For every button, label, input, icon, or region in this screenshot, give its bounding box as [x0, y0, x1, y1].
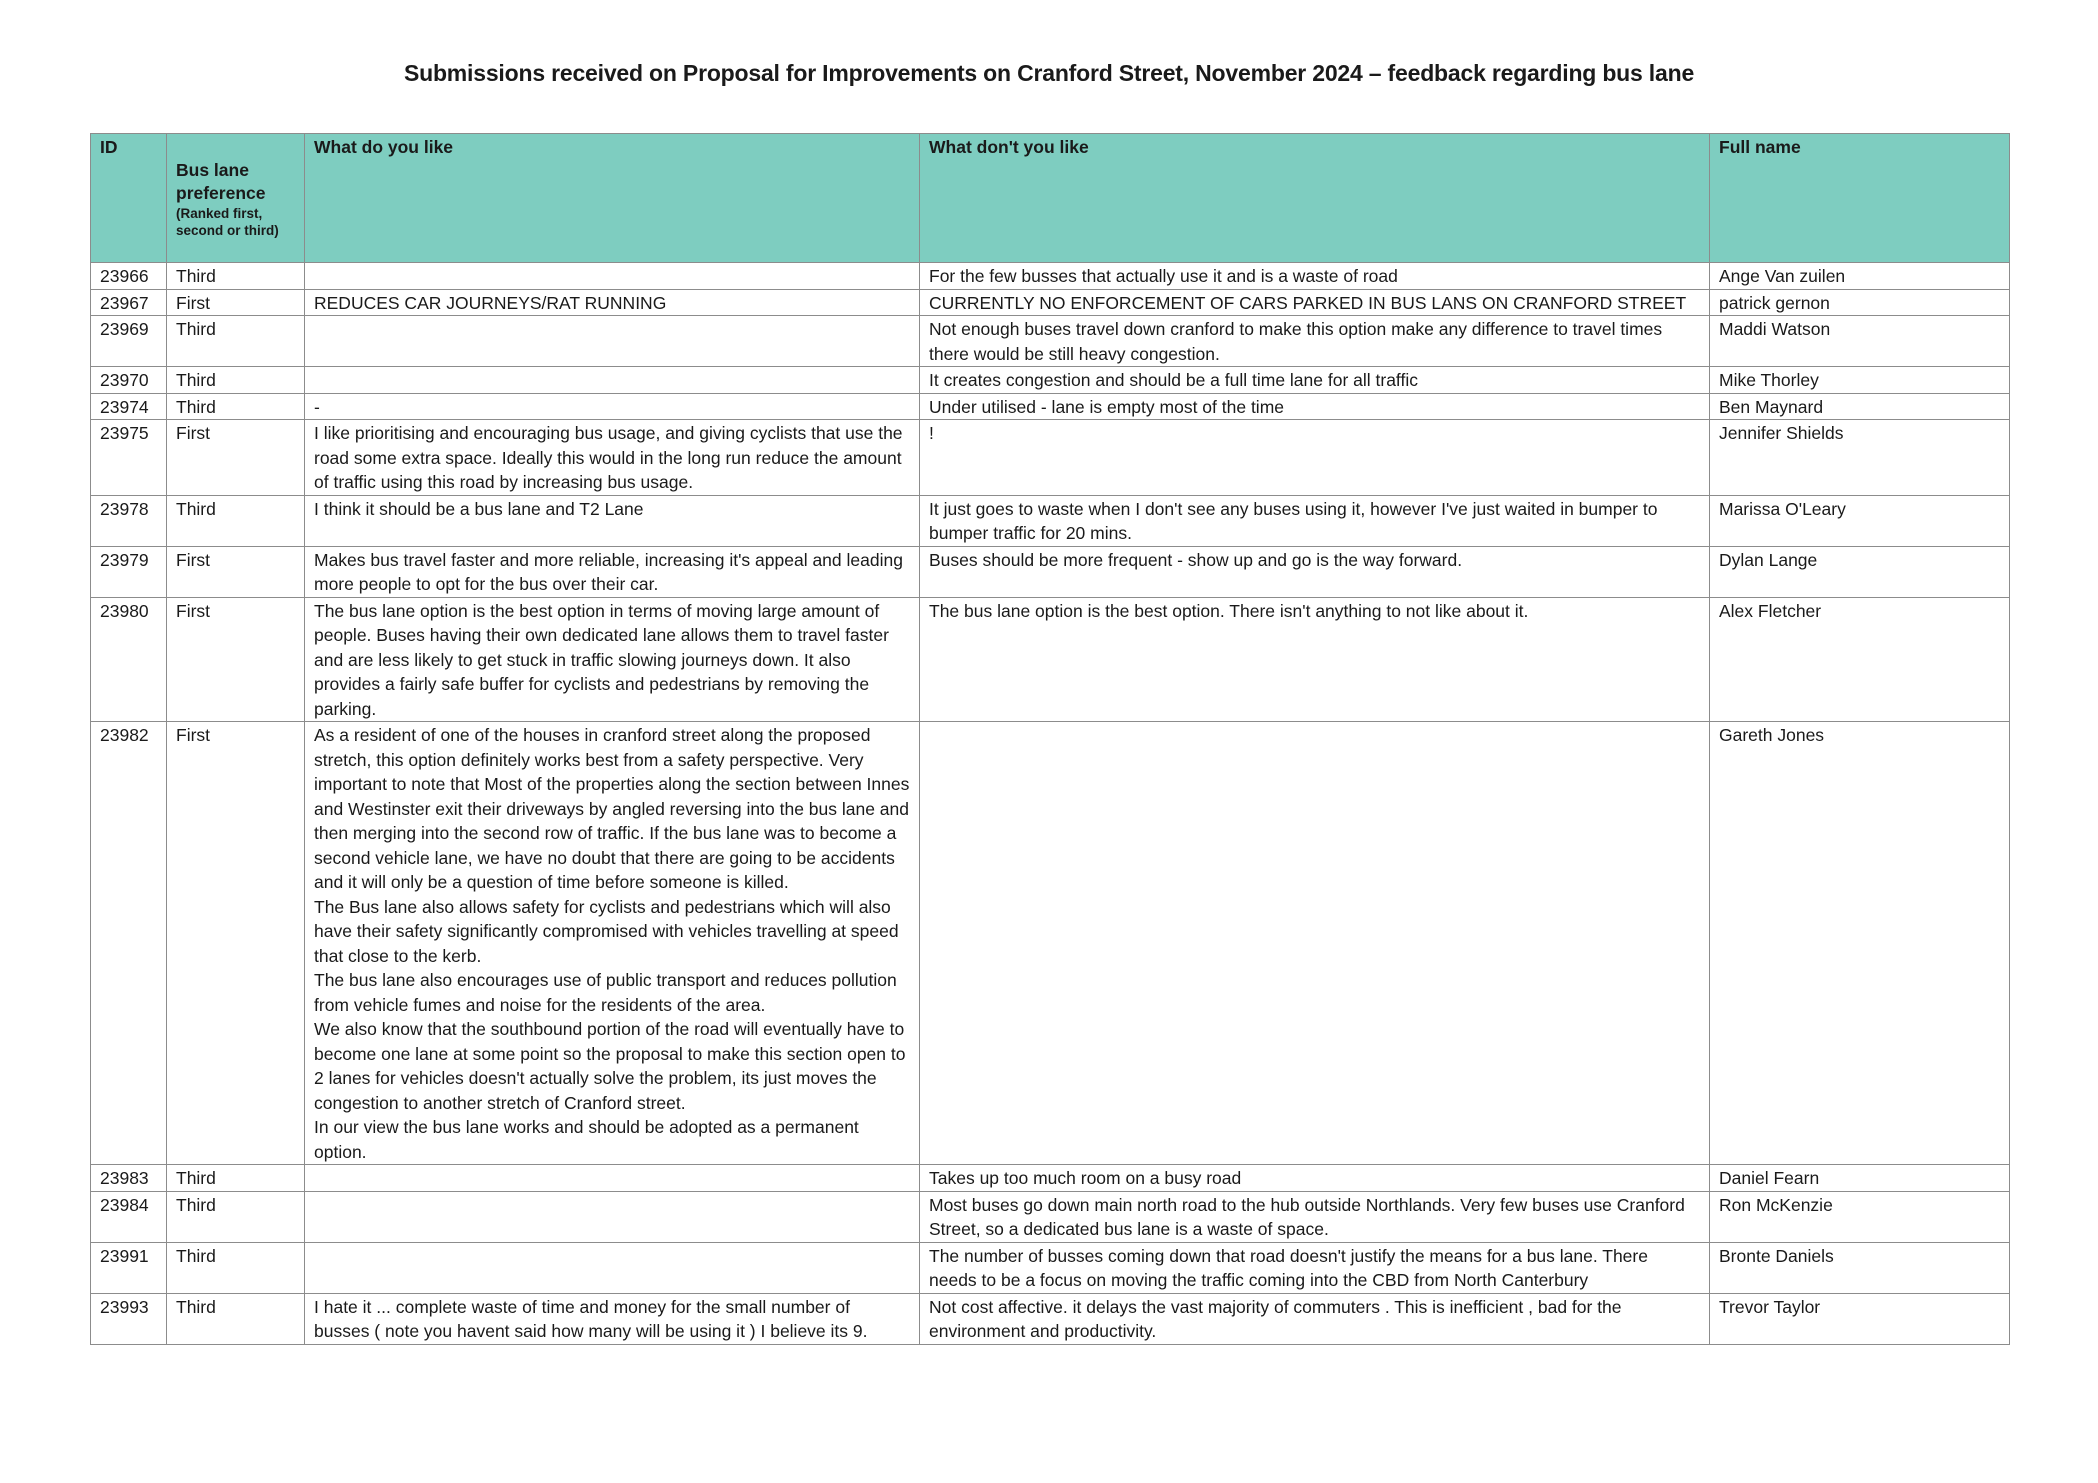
cell-id: 23974	[91, 393, 167, 420]
cell-name: Ben Maynard	[1710, 393, 2010, 420]
cell-preference: First	[167, 289, 305, 316]
table-row	[91, 546, 2010, 597]
table-row	[91, 1242, 2010, 1293]
cell-preference: Third	[167, 393, 305, 420]
table-row	[91, 420, 2010, 496]
cell-like: I like prioritising and encouraging bus usage, and giving cyclists that use the road some extra space. Ideally this would in the long run reduce the amount of traffic using this road by increasing bus usage.	[305, 420, 920, 496]
cell-dislike: Under utilised - lane is empty most of the time	[920, 393, 1710, 420]
cell-id: 23967	[91, 289, 167, 316]
cell-dislike: Not enough buses travel down cranford to make this option make any difference to travel times there would be still heavy congestion.	[920, 316, 1710, 367]
cell-name: Marissa O'Leary	[1710, 495, 2010, 546]
cell-like	[305, 263, 920, 290]
cell-dislike: The bus lane option is the best option. There isn't anything to not like about it.	[920, 597, 1710, 722]
cell-like: As a resident of one of the houses in cranford street along the proposed stretch, this option definitely works best from a safety perspective. Very important to note that Most of the properties along the section between Innes and Westinster exit their driveways by angled reversing into the bus lane and then merging into the second row of traffic. If the bus lane was to become a second vehicle lane, we have no doubt that there are going to be accidents and it will only be a question of time before someone is killed. The Bus lane also allows safety for cyclists and pedestrians which will also have their safety significantly compromised with vehicles travelling at speed that close to the kerb. The bus lane also encourages use of public transport and reduces pollution from vehicle fumes and noise for the residents of the area. We also know that the southbound portion of the road will eventually have to become one lane at some point so the proposal to make this section open to 2 lanes for vehicles doesn't actually solve the problem, its just moves the congestion to another stretch of Cranford street. In our view the bus lane works and should be adopted as a permanent option.	[305, 722, 920, 1165]
cell-id: 23991	[91, 1242, 167, 1293]
table-row	[91, 367, 2010, 394]
cell-like: I think it should be a bus lane and T2 Lane	[305, 495, 920, 546]
cell-id: 23982	[91, 722, 167, 1165]
header-dislike: What don't you like	[920, 134, 1710, 263]
cell-dislike: Takes up too much room on a busy road	[920, 1165, 1710, 1192]
cell-preference: Third	[167, 1242, 305, 1293]
cell-like	[305, 1242, 920, 1293]
cell-name: Daniel Fearn	[1710, 1165, 2010, 1192]
cell-id: 23983	[91, 1165, 167, 1192]
cell-name: Gareth Jones	[1710, 722, 2010, 1165]
table-row	[91, 393, 2010, 420]
cell-dislike: Not cost affective. it delays the vast majority of commuters . This is inefficient , bad for the environment and productivity.	[920, 1293, 1710, 1344]
cell-preference: Third	[167, 495, 305, 546]
cell-name: Alex Fletcher	[1710, 597, 2010, 722]
table-row	[91, 1293, 2010, 1344]
table-row	[91, 316, 2010, 367]
cell-like: -	[305, 393, 920, 420]
table-row	[91, 1191, 2010, 1242]
cell-name: patrick gernon	[1710, 289, 2010, 316]
header-preference-label: Bus lane preference	[176, 160, 266, 203]
cell-dislike: It creates congestion and should be a full time lane for all traffic	[920, 367, 1710, 394]
cell-like: The bus lane option is the best option in terms of moving large amount of people. Buses having their own dedicated lane allows them to travel faster and are less likely to get stuck in traffic slowing journeys down. It also provides a fairly safe buffer for cyclists and pedestrians by removing the parking.	[305, 597, 920, 722]
cell-like: REDUCES CAR JOURNEYS/RAT RUNNING	[305, 289, 920, 316]
cell-like: Makes bus travel faster and more reliable, increasing it's appeal and leading more people to opt for the bus over their car.	[305, 546, 920, 597]
cell-preference: Third	[167, 263, 305, 290]
cell-dislike: Buses should be more frequent - show up and go is the way forward.	[920, 546, 1710, 597]
header-like: What do you like	[305, 134, 920, 263]
cell-id: 23979	[91, 546, 167, 597]
header-id: ID	[91, 134, 167, 263]
cell-preference: Third	[167, 316, 305, 367]
cell-like	[305, 1165, 920, 1192]
table-header-row	[91, 134, 2010, 263]
cell-name: Mike Thorley	[1710, 367, 2010, 394]
cell-dislike: CURRENTLY NO ENFORCEMENT OF CARS PARKED IN BUS LANS ON CRANFORD STREET	[920, 289, 1710, 316]
cell-preference: Third	[167, 367, 305, 394]
header-preference-note: (Ranked first, second or third)	[176, 206, 279, 238]
cell-id: 23980	[91, 597, 167, 722]
cell-name: Ange Van zuilen	[1710, 263, 2010, 290]
cell-id: 23993	[91, 1293, 167, 1344]
cell-name: Jennifer Shields	[1710, 420, 2010, 496]
cell-name: Trevor Taylor	[1710, 1293, 2010, 1344]
cell-preference: Third	[167, 1191, 305, 1242]
page-title: Submissions received on Proposal for Improvements on Cranford Street, November 2024 – feedback regarding bus lane	[403, 60, 1695, 86]
cell-like	[305, 1191, 920, 1242]
cell-id: 23984	[91, 1191, 167, 1242]
cell-dislike: The number of busses coming down that road doesn't justify the means for a bus lane. There needs to be a focus on moving the traffic coming into the CBD from North Canterbury	[920, 1242, 1710, 1293]
cell-preference: First	[167, 420, 305, 496]
cell-id: 23978	[91, 495, 167, 546]
cell-id: 23970	[91, 367, 167, 394]
cell-dislike: It just goes to waste when I don't see any buses using it, however I've just waited in bumper to bumper traffic for 20 mins.	[920, 495, 1710, 546]
table-row	[91, 597, 2010, 722]
cell-name: Dylan Lange	[1710, 546, 2010, 597]
cell-dislike: !	[920, 420, 1710, 496]
cell-id: 23969	[91, 316, 167, 367]
cell-name: Ron McKenzie	[1710, 1191, 2010, 1242]
cell-preference: First	[167, 546, 305, 597]
cell-name: Maddi Watson	[1710, 316, 2010, 367]
table-row	[91, 722, 2010, 1165]
cell-preference: First	[167, 722, 305, 1165]
cell-dislike: Most buses go down main north road to the hub outside Northlands. Very few buses use Cranford Street, so a dedicated bus lane is a waste of space.	[920, 1191, 1710, 1242]
cell-id: 23966	[91, 263, 167, 290]
cell-dislike	[920, 722, 1710, 1165]
header-name: Full name	[1710, 134, 2010, 263]
table-row	[91, 495, 2010, 546]
cell-like	[305, 367, 920, 394]
header-preference	[167, 134, 305, 263]
table-row	[91, 1165, 2010, 1192]
table-row	[91, 263, 2010, 290]
cell-preference: First	[167, 597, 305, 722]
cell-like	[305, 316, 920, 367]
cell-dislike: For the few busses that actually use it and is a waste of road	[920, 263, 1710, 290]
cell-name: Bronte Daniels	[1710, 1242, 2010, 1293]
cell-id: 23975	[91, 420, 167, 496]
cell-preference: Third	[167, 1293, 305, 1344]
cell-preference: Third	[167, 1165, 305, 1192]
table-row	[91, 289, 2010, 316]
cell-like: I hate it ... complete waste of time and money for the small number of busses ( note you havent said how many will be using it ) I believe its 9.	[305, 1293, 920, 1344]
submissions-table	[90, 133, 2010, 1345]
